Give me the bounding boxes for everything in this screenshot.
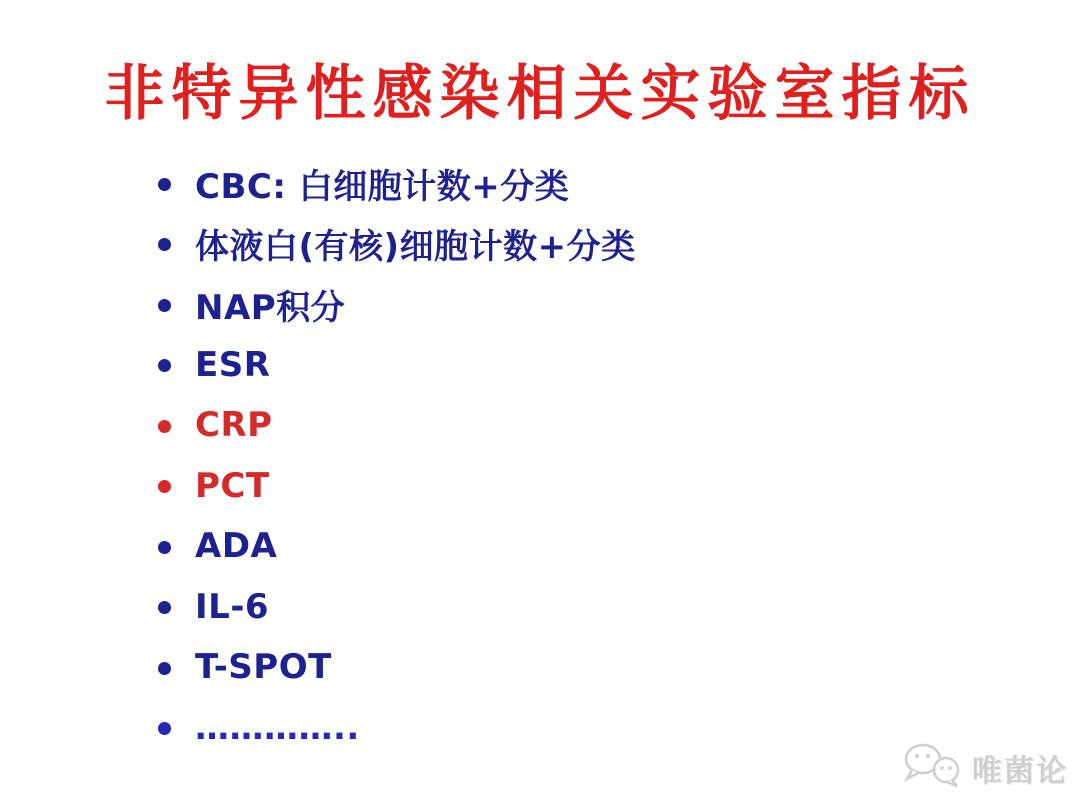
list-item <box>158 335 1040 396</box>
list-item-label: ADA <box>195 526 278 567</box>
wechat-chat-bubbles-icon <box>902 743 964 792</box>
list-item <box>158 637 1040 698</box>
list-item <box>158 456 1040 517</box>
bullet-icon <box>158 480 171 493</box>
bullet-icon <box>158 238 171 251</box>
list-item-label: PCT <box>195 465 270 506</box>
list-item-label: IL-6 <box>195 586 270 627</box>
bullet-icon <box>158 299 171 312</box>
list-item-label: CBC: 白细胞计数+分类 <box>195 166 570 207</box>
bullet-icon <box>158 178 171 191</box>
bullet-icon <box>158 359 171 372</box>
bullet-icon <box>158 662 171 675</box>
list-item <box>158 516 1040 577</box>
list-item-label: ………….. <box>195 707 360 748</box>
list-item <box>158 274 1040 335</box>
bullet-icon <box>158 601 171 614</box>
list-item <box>158 577 1040 638</box>
list-item <box>158 395 1040 456</box>
list-item-label: T-SPOT <box>195 647 332 688</box>
bullet-icon <box>158 722 171 735</box>
list-item-label: NAP积分 <box>195 287 346 328</box>
list-item <box>158 214 1040 275</box>
bullet-icon <box>158 420 171 433</box>
watermark-label: 唯菌论 <box>972 754 1068 788</box>
list-item <box>158 153 1040 214</box>
list-item-label: ESR <box>195 344 271 385</box>
bullet-icon <box>158 541 171 554</box>
list-item-label: CRP <box>195 405 273 446</box>
list-item-label: 体液白(有核)细胞计数+分类 <box>195 227 636 268</box>
watermark <box>902 743 1068 792</box>
indicator-list <box>158 153 1040 758</box>
slide-title: 非特异性感染相关实验室指标 <box>104 59 976 129</box>
